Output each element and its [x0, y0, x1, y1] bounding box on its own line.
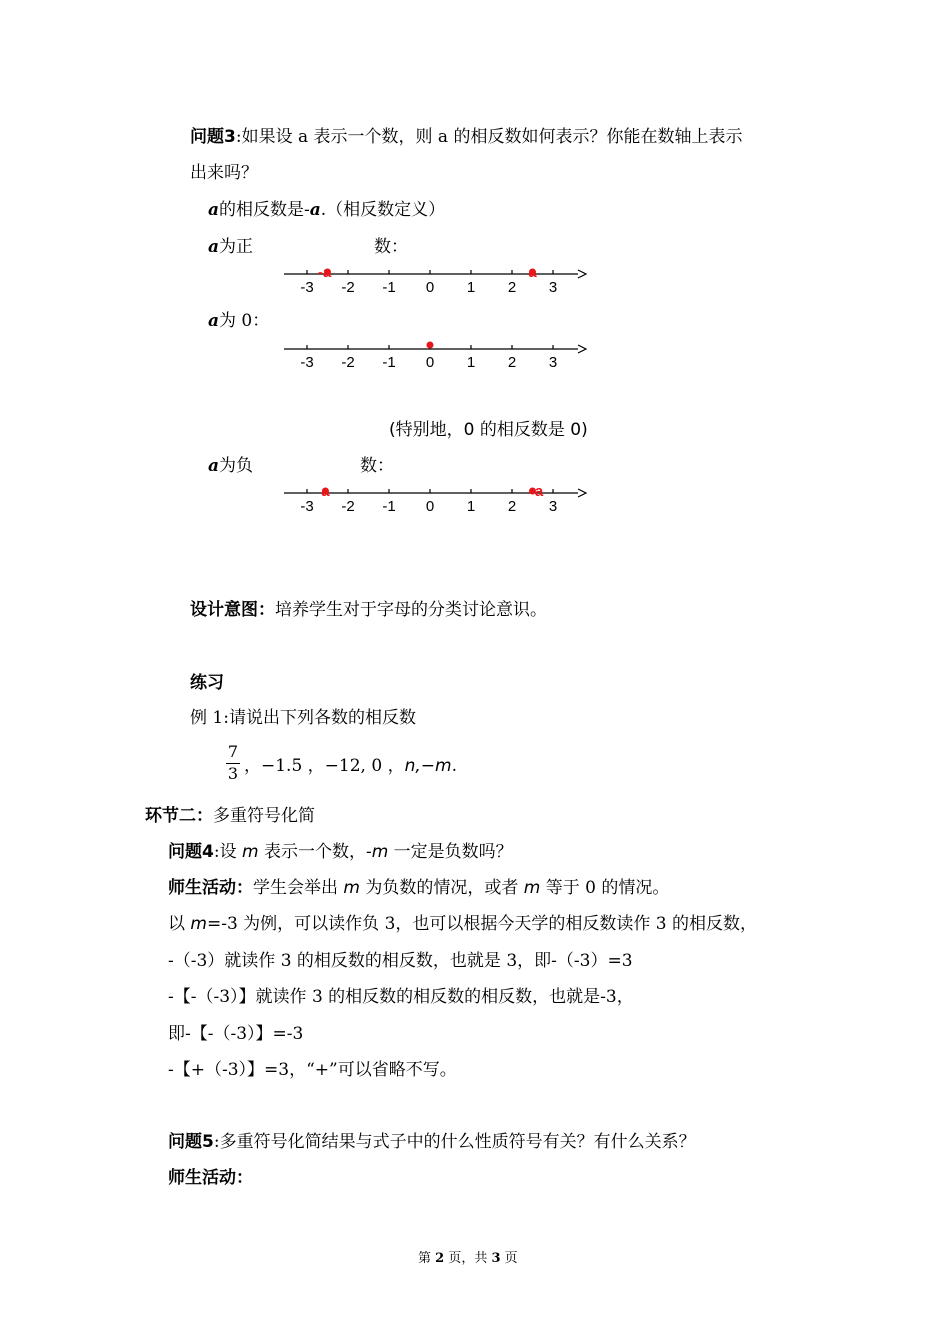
axis-tick-label: 0: [425, 354, 435, 371]
number-line-zero: [280, 333, 590, 380]
axis-arrow: [578, 489, 586, 497]
axis-tick-label: 2: [507, 354, 517, 371]
example-line-4: 即-【-（-3）】=-3: [168, 1024, 304, 1044]
case-negative-label: a为负: [208, 456, 254, 476]
axis-tick-label: 1: [466, 498, 476, 515]
case-positive-label: a为正: [208, 237, 254, 257]
opposite-definition: a的相反数是-a.（相反数定义）: [208, 200, 446, 220]
axis-tick-label: -3: [300, 498, 314, 515]
case-zero-label: a为 0：: [208, 311, 270, 331]
case-positive-tail: 数：: [374, 237, 408, 257]
axis-tick-label: -3: [300, 354, 314, 371]
point-marker-zero: [427, 342, 434, 349]
example-line-5: -【+（-3）】=3，“+”可以省略不写。: [168, 1060, 457, 1080]
axis-tick-label: 0: [425, 279, 435, 296]
number-line-positive: [280, 258, 590, 305]
axis-tick-label: 1: [466, 354, 476, 371]
point-label: a: [321, 483, 330, 500]
fraction-seven-thirds: 7 3: [227, 742, 239, 783]
point-label: -a: [317, 264, 332, 281]
axis-tick-label: 2: [507, 279, 517, 296]
question-4: 问题4:设 m 表示一个数，-m 一定是负数吗？: [168, 842, 513, 862]
question-5: 问题5:多重符号化简结果与式子中的什么性质符号有关？有什么关系？: [168, 1132, 696, 1152]
axis-tick-label: -2: [341, 354, 355, 371]
question-3-line1: 问题3:如果设 a 表示一个数，则 a 的相反数如何表示？你能在数轴上表示: [190, 127, 743, 147]
teacher-student-activity-1: 师生活动：学生会举出 m 为负数的情况，或者 m 等于 0 的情况。: [168, 878, 670, 898]
axis-tick-label: 2: [507, 498, 517, 515]
axis-tick-label: -2: [341, 498, 355, 515]
page-footer: 第 2 页，共 3 页: [418, 1251, 518, 1266]
axis-tick-label: -1: [382, 354, 396, 371]
question-3-line2: 出来吗？: [190, 163, 258, 183]
axis-tick-label: -1: [382, 498, 396, 515]
example-line-1: 以 m=-3 为例，可以读作负 3，也可以根据今天学的相反数读作 3 的相反数，: [168, 914, 758, 934]
teacher-student-activity-2: 师生活动：: [168, 1168, 253, 1188]
number-line-negative: [280, 477, 590, 524]
point-label: -a: [529, 483, 544, 500]
design-intent: 设计意图：培养学生对于字母的分类讨论意识。: [190, 600, 547, 620]
axis-arrow: [578, 270, 586, 278]
case-negative-tail: 数：: [360, 456, 394, 476]
axis-tick-label: 3: [548, 279, 558, 296]
axis-tick-label: -1: [382, 279, 396, 296]
section-2-heading: 环节二：多重符号化简: [145, 806, 315, 826]
axis-tick-label: -3: [300, 279, 314, 296]
axis-tick-label: 0: [425, 498, 435, 515]
axis-tick-label: -2: [341, 279, 355, 296]
axis-tick-label: 3: [548, 354, 558, 371]
practice-title: 练习: [190, 673, 224, 693]
special-note: (特别地，0 的相反数是 0): [389, 420, 588, 440]
axis-tick-label: 1: [466, 279, 476, 296]
point-label: a: [528, 264, 537, 281]
example-line-2: -（-3）就读作 3 的相反数的相反数，也就是 3，即-（-3）=3: [168, 951, 633, 971]
practice-example: 例 1:请说出下列各数的相反数: [190, 708, 416, 728]
example-line-3: -【-（-3）】就读作 3 的相反数的相反数的相反数，也就是-3，: [168, 987, 634, 1007]
axis-tick-label: 3: [548, 498, 558, 515]
axis-arrow: [578, 345, 586, 353]
practice-numbers: ，−1.5 ，−12, 0 ，n,−m.: [244, 756, 457, 776]
